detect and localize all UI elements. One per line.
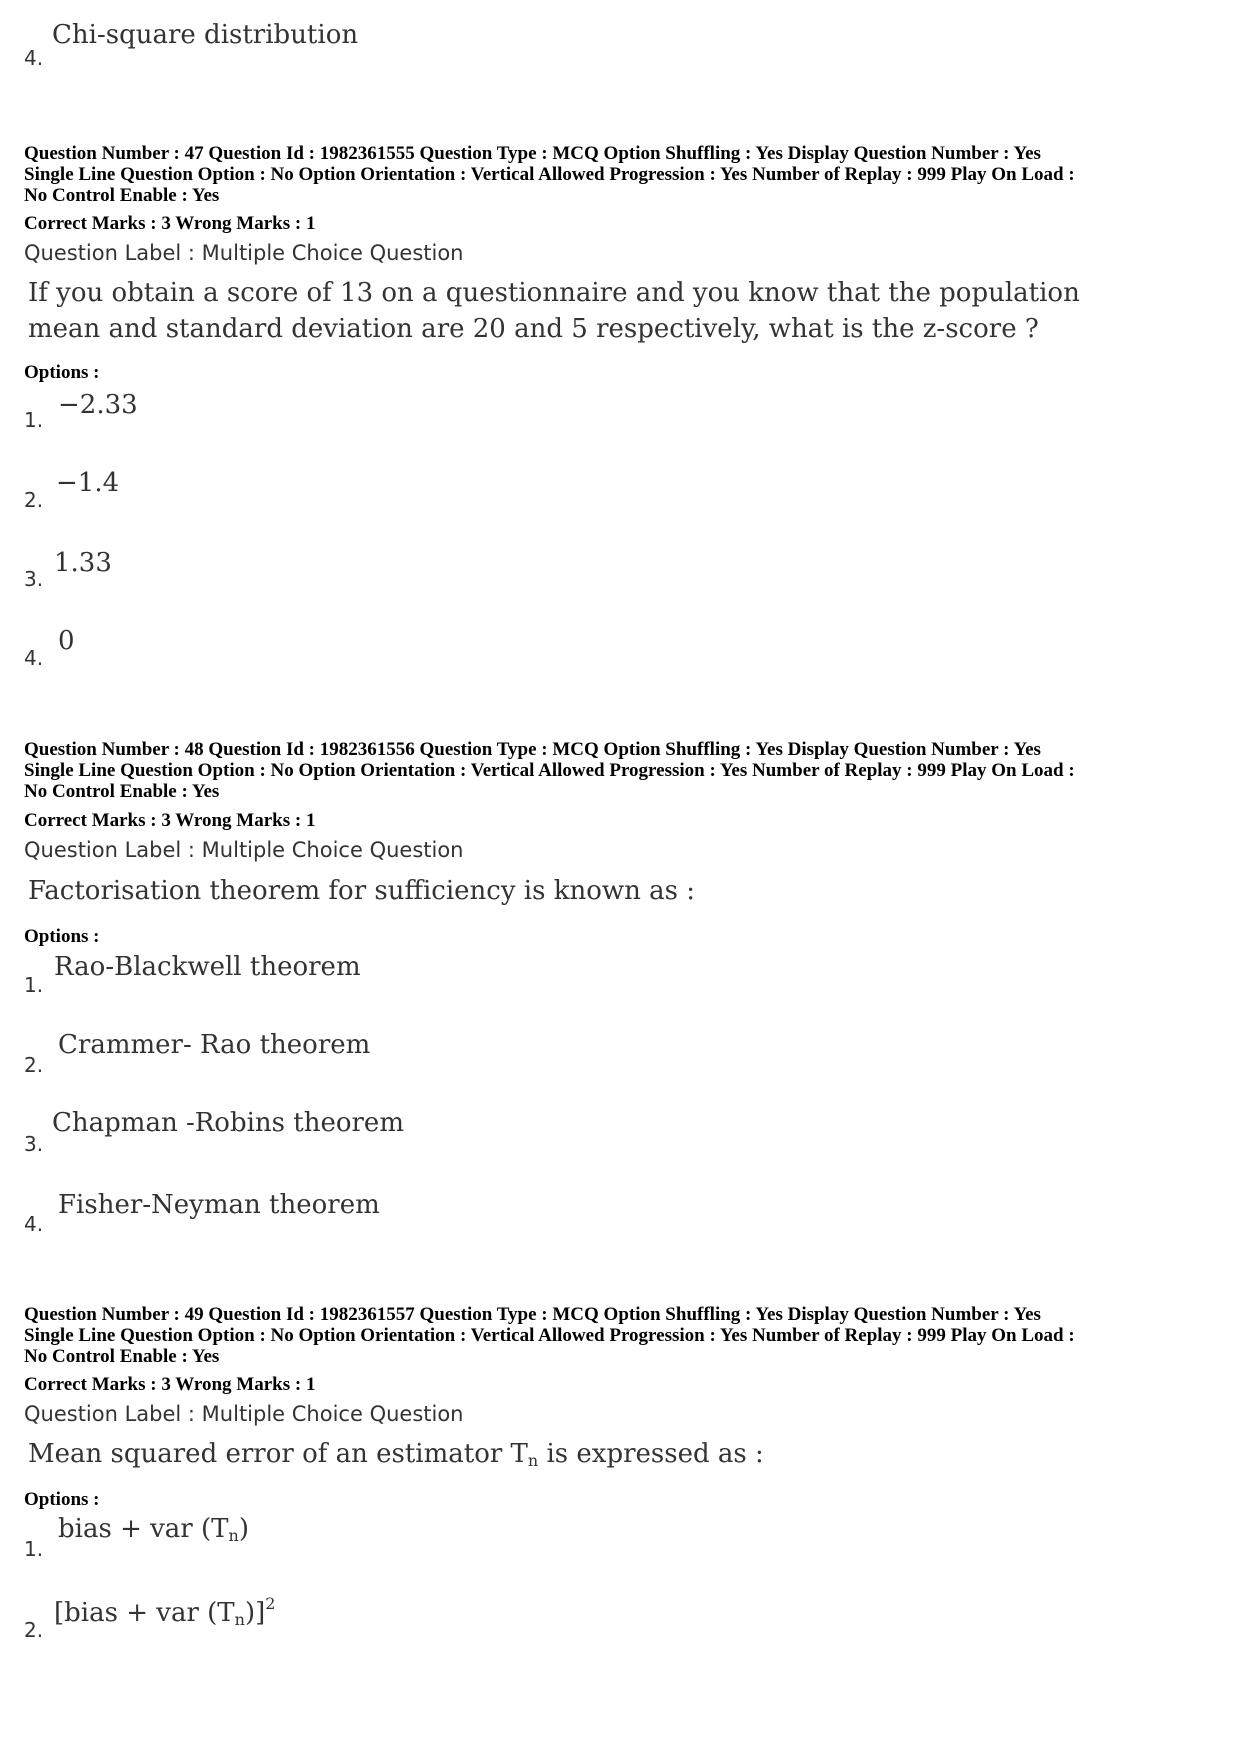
option-text-part: )]: [244, 1598, 266, 1628]
superscript: 2: [265, 1594, 276, 1613]
option-text: Rao-Blackwell theorem: [54, 952, 361, 982]
option-number: 3.: [24, 567, 44, 591]
question-text-part: Mean squared error of an estimator T: [28, 1439, 528, 1469]
question-meta-line: Single Line Question Option : No Option Orientation : Vertical Allowed Progression : Yes Number of Replay : 999 Play On Load :: [24, 164, 1075, 185]
option-text: Crammer- Rao theorem: [58, 1030, 371, 1060]
option-text-part: ): [238, 1514, 249, 1544]
option-text: −1.4: [56, 468, 120, 498]
option-text: −2.33: [58, 390, 138, 420]
option-number: 2.: [24, 1053, 44, 1077]
option-text: [58, 1514, 249, 1545]
question-text-line: [28, 1436, 764, 1479]
marks-line: Correct Marks : 3 Wrong Marks : 1: [24, 810, 316, 831]
options-label: Options :: [24, 362, 100, 383]
question-label: Question Label : Multiple Choice Question: [24, 1402, 464, 1426]
option-number: 1.: [24, 973, 44, 997]
option-number: 4.: [24, 1212, 44, 1236]
option-text: Fisher-Neyman theorem: [58, 1190, 380, 1220]
question-meta-line: Question Number : 48 Question Id : 1982361556 Question Type : MCQ Option Shuffling : Yes Display Question Number : Yes: [24, 739, 1041, 760]
option-number: 3.: [24, 1132, 44, 1156]
question-text-line: Factorisation theorem for sufficiency is known as :: [28, 876, 695, 906]
question-meta-line: Single Line Question Option : No Option Orientation : Vertical Allowed Progression : Yes Number of Replay : 999 Play On Load :: [24, 1325, 1075, 1346]
question-text-part: is expressed as :: [538, 1439, 764, 1469]
question-text-line: mean and standard deviation are 20 and 5 respectively, what is the z-score ?: [28, 314, 1039, 344]
option-text: 0: [58, 626, 75, 656]
option-number: 2.: [24, 488, 44, 512]
option-text: 1.33: [54, 548, 112, 578]
option-number: 2.: [24, 1618, 44, 1642]
option-text-part: [bias + var (T: [54, 1598, 235, 1628]
question-meta-line: No Control Enable : Yes: [24, 781, 220, 802]
subscript: n: [228, 1526, 239, 1545]
option-text-part: bias + var (T: [58, 1514, 229, 1544]
option-text: Chapman -Robins theorem: [52, 1108, 404, 1138]
subscript: n: [234, 1610, 245, 1629]
question-label: Question Label : Multiple Choice Question: [24, 838, 464, 862]
option-text: Chi-square distribution: [52, 20, 359, 50]
option-number: 4.: [24, 46, 44, 70]
question-meta-line: Question Number : 49 Question Id : 1982361557 Question Type : MCQ Option Shuffling : Yes Display Question Number : Yes: [24, 1304, 1041, 1325]
question-text-line: If you obtain a score of 13 on a questionnaire and you know that the population: [28, 278, 1080, 308]
question-label: Question Label : Multiple Choice Question: [24, 241, 464, 265]
option-number: 1.: [24, 1537, 44, 1561]
options-label: Options :: [24, 926, 100, 947]
option-text: [54, 1594, 275, 1629]
question-meta-line: Single Line Question Option : No Option Orientation : Vertical Allowed Progression : Yes Number of Replay : 999 Play On Load :: [24, 760, 1075, 781]
options-label: Options :: [24, 1489, 100, 1510]
marks-line: Correct Marks : 3 Wrong Marks : 1: [24, 1374, 316, 1395]
question-meta-line: Question Number : 47 Question Id : 1982361555 Question Type : MCQ Option Shuffling : Yes Display Question Number : Yes: [24, 143, 1041, 164]
option-number: 4.: [24, 646, 44, 670]
option-number: 1.: [24, 408, 44, 432]
marks-line: Correct Marks : 3 Wrong Marks : 1: [24, 213, 316, 234]
subscript: n: [527, 1451, 539, 1470]
question-meta-line: No Control Enable : Yes: [24, 185, 220, 206]
question-meta-line: No Control Enable : Yes: [24, 1346, 220, 1367]
